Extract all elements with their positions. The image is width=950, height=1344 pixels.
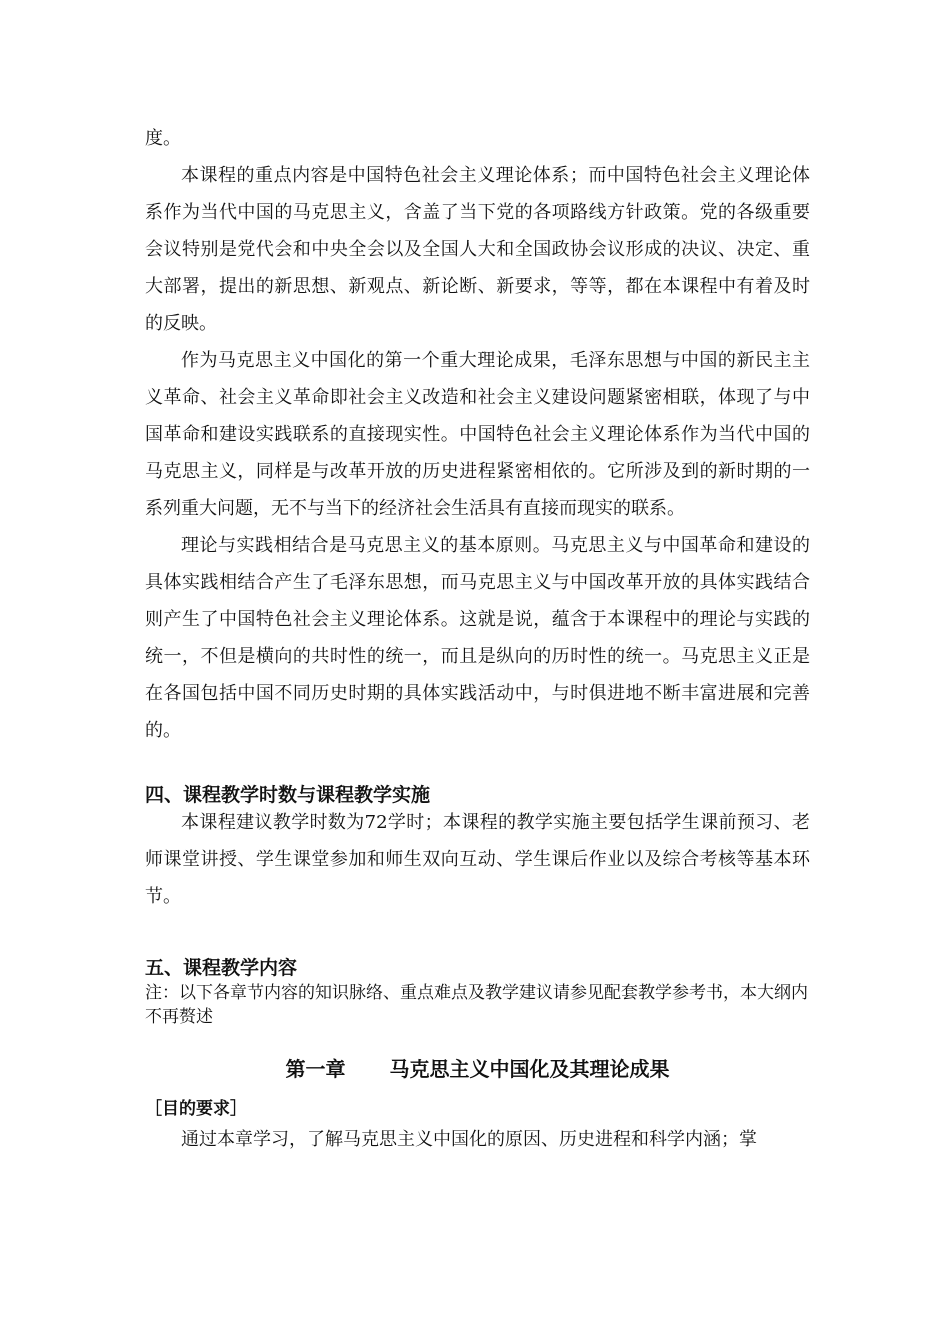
paragraph-continuation: 度。 — [145, 128, 181, 149]
objectives-paragraph: 通过本章学习，了解马克思主义中国化的原因、历史进程和科学内涵；掌 — [181, 1129, 757, 1150]
paragraph-mao-thought: 作为马克思主义中国化的第一个重大理论成果，毛泽东思想与中国的新民主主义革命、社会主义革命即社会主义改造和社会主义建设问题紧密相联，体现了与中国革命和建设实践联系的直接现实性。中国特色社会主义理论体系作为当代中国的马克思主义，同样是与改革开放的历史进程紧密相依的。它所涉及到的新时期的一系列重大问题，无不与当下的经济社会生活具有直接而现实的联系。 — [145, 350, 810, 519]
paragraph-theory-practice: 理论与实践相结合是马克思主义的基本原则。马克思主义与中国革命和建设的具体实践相结合产生了毛泽东思想，而马克思主义与中国改革开放的具体实践结合则产生了中国特色社会主义理论体系。这就是说，蕴含于本课程中的理论与实践的统一，不但是横向的共时性的统一，而且是纵向的历时性的统一。马克思主义正是在各国包括中国不同历史时期的具体实践活动中，与时俱进地不断丰富进展和完善的。 — [145, 535, 810, 741]
chapter-name: 马克思主义中国化及其理论成果 — [389, 1057, 670, 1081]
objectives-label: ［目的要求］ — [145, 1099, 247, 1119]
chapter-number: 第一章 — [285, 1057, 346, 1081]
section-heading-teaching-hours: 四、课程教学时数与课程教学实施 — [145, 784, 431, 806]
section-heading-course-content: 五、课程教学内容 — [145, 957, 298, 979]
paragraph-teaching-hours: 本课程建议教学时数为72学时；本课程的教学实施主要包括学生课前预习、老师课堂讲授、学生课堂参加和师生双向互动、学生课后作业以及综合考核等基本环节。 — [145, 812, 810, 907]
document-page — [145, 120, 810, 1158]
course-content-note: 注：以下各章节内容的知识脉络、重点难点及教学建议请参见配套教学参考书，本大纲内不再赘述 — [145, 983, 808, 1027]
chapter-title — [145, 1055, 810, 1083]
paragraph-key-content: 本课程的重点内容是中国特色社会主义理论体系；而中国特色社会主义理论体系作为当代中国的马克思主义，含盖了当下党的各项路线方针政策。党的各级重要会议特别是党代会和中央全会以及全国人大和全国政协会议形成的决议、决定、重大部署，提出的新思想、新观点、新论断、新要求，等等，都在本课程中有着及时的反映。 — [145, 165, 810, 334]
